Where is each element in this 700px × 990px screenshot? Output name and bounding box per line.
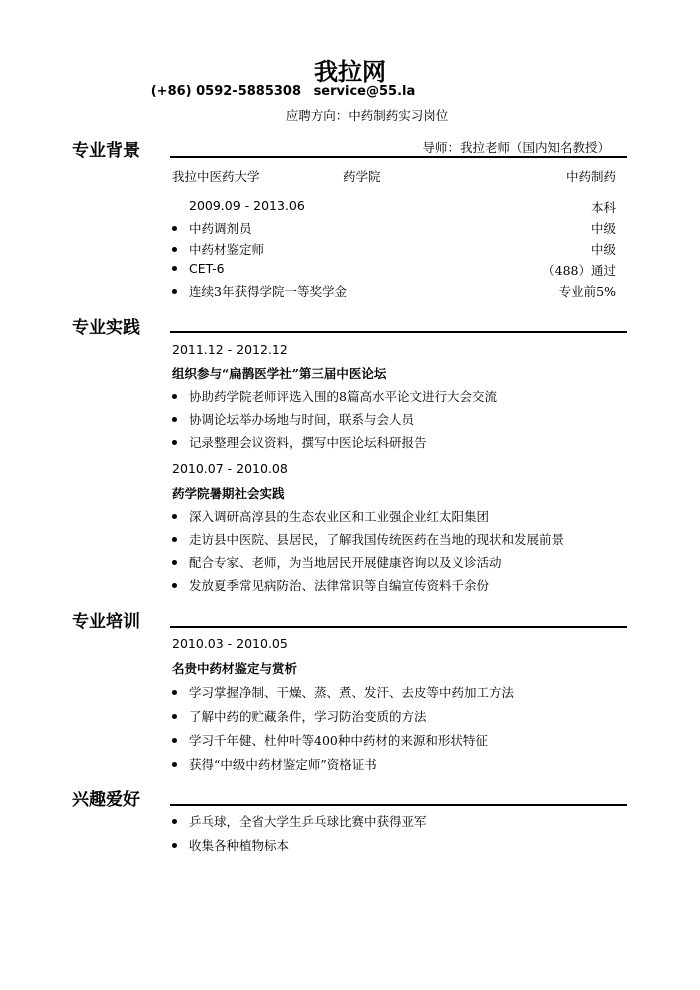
list-item: 协助药学院老师评选入围的8篇高水平论文进行大会交流 (172, 387, 497, 405)
list-item-value: 中级 (590, 242, 616, 257)
bullet-icon (172, 738, 177, 743)
bullet-icon (172, 514, 177, 519)
bullet-icon (172, 417, 177, 422)
school-name: 我拉中医药大学 (172, 169, 260, 184)
entry-heading: 药学院暑期社会实践 (172, 486, 285, 501)
list-item: 发放夏季常见病防治、法律常识等自编宣传资料千余份 (172, 576, 489, 594)
list-item-value: 中级 (590, 221, 616, 236)
list-item: 乒乓球，全省大学生乒乓球比赛中获得亚军 (172, 812, 427, 830)
bullet-icon (172, 226, 177, 231)
study-period: 2009.09 - 2013.06 (189, 198, 305, 213)
list-item: 收集各种植物标本 (172, 836, 289, 854)
bullet-icon (172, 247, 177, 252)
bullet-icon (172, 762, 177, 767)
section-divider (170, 626, 627, 628)
section-divider (170, 331, 627, 333)
list-item: 连续3年获得学院一等奖学金 (172, 282, 347, 300)
entry-period: 2010.03 - 2010.05 (172, 636, 288, 651)
list-item: 记录整理会议资料，撰写中医论坛科研报告 (172, 433, 427, 451)
list-item: 中药调剂员 (172, 219, 252, 237)
section-title-practice: 专业实践 (72, 318, 140, 338)
section-divider (170, 156, 627, 158)
section-title-training: 专业培训 (72, 612, 140, 632)
list-item: 协调论坛举办场地与时间，联系与会人员 (172, 410, 414, 428)
bullet-icon (172, 843, 177, 848)
bullet-icon (172, 440, 177, 445)
list-item-value: （488）通过 (542, 263, 616, 278)
list-item: CET-6 (172, 261, 225, 276)
resume-name: 我拉网 (314, 58, 386, 86)
list-item-value: 专业前5% (558, 284, 616, 299)
entry-period: 2011.12 - 2012.12 (172, 342, 288, 357)
list-item: 配合专家、老师，为当地居民开展健康咨询以及义诊活动 (172, 553, 502, 571)
list-item: 中药材鉴定师 (172, 240, 264, 258)
bullet-icon (172, 394, 177, 399)
list-item: 获得“中级中药材鉴定师”资格证书 (172, 755, 377, 773)
bullet-icon (172, 560, 177, 565)
email-address: service@55.la (313, 84, 416, 99)
bullet-icon (172, 583, 177, 588)
entry-heading: 名贵中药材鉴定与赏析 (172, 661, 298, 676)
entry-period: 2010.07 - 2010.08 (172, 461, 288, 476)
section-divider (170, 804, 627, 806)
job-objective: 应聘方向：中药制药实习岗位 (285, 108, 449, 123)
advisor: 导师：我拉老师（国内知名教授） (422, 140, 610, 155)
list-item: 走访县中医院、县居民，了解我国传统医药在当地的现状和发展前景 (172, 530, 564, 548)
bullet-icon (172, 537, 177, 542)
list-item: 了解中药的贮藏条件，学习防治变质的方法 (172, 707, 427, 725)
college-name: 药学院 (343, 169, 381, 184)
list-item: 深入调研高淳县的生态农业区和工业强企业红太阳集团 (172, 507, 489, 525)
bullet-icon (172, 690, 177, 695)
bullet-icon (172, 266, 177, 271)
list-item: 学习掌握净制、干燥、蒸、煮、发汗、去皮等中药加工方法 (172, 683, 514, 701)
bullet-icon (172, 289, 177, 294)
section-title-background: 专业背景 (72, 141, 140, 161)
degree: 本科 (590, 200, 616, 215)
major-name: 中药制药 (565, 169, 616, 184)
bullet-icon (172, 714, 177, 719)
phone-number: (+86) 0592-5885308 (150, 84, 302, 99)
list-item: 学习千年健、杜仲叶等400种中药材的来源和形状特征 (172, 731, 488, 749)
entry-heading: 组织参与“扁鹊医学社”第三届中医论坛 (172, 366, 387, 381)
section-title-hobbies: 兴趣爱好 (72, 790, 140, 810)
contact-line (0, 84, 566, 99)
bullet-icon (172, 819, 177, 824)
